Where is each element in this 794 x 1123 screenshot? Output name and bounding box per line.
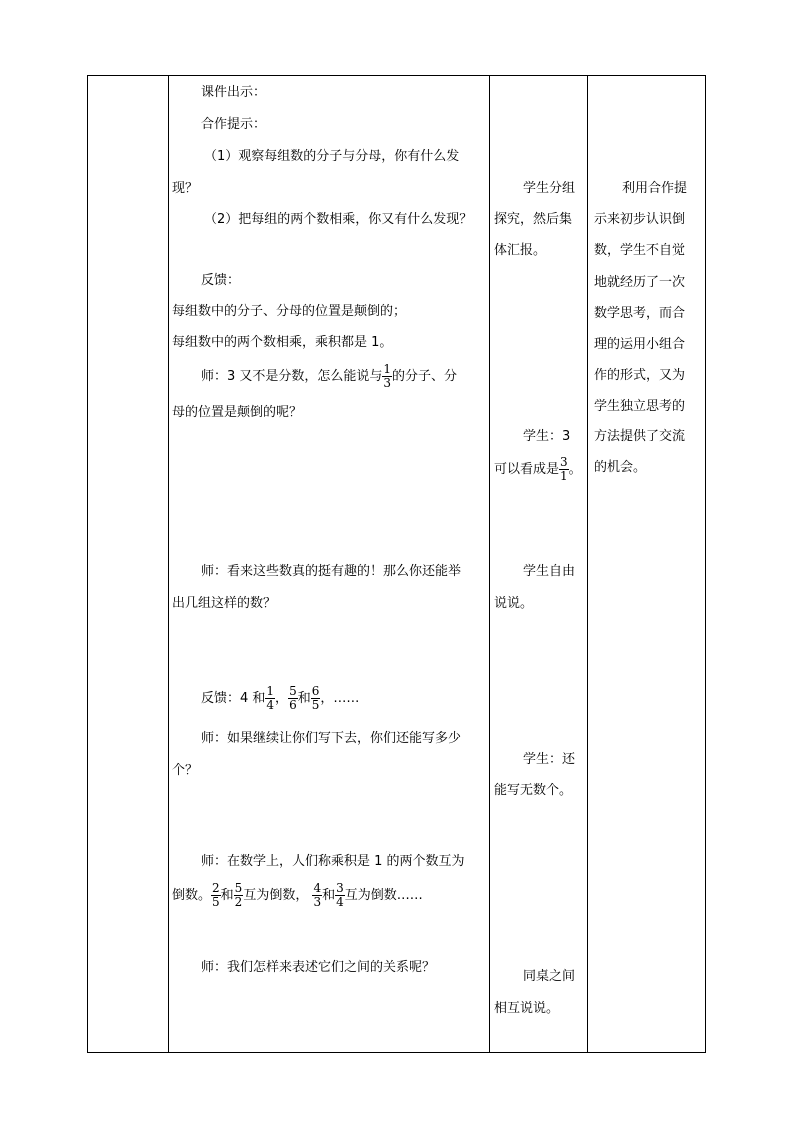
coop-item-1: （1）观察每组数的分子与分母，你有什么发 xyxy=(204,149,460,164)
feedback-line-2: 每组数中的两个数相乘，乘积都是 1。 xyxy=(172,335,393,350)
denominator: 2 xyxy=(234,895,243,909)
design-line-9: 方法提供了交流 xyxy=(594,429,686,444)
numerator: 5 xyxy=(289,684,297,698)
denominator: 3 xyxy=(383,376,392,390)
student-response-3: 学生：还 xyxy=(523,752,576,767)
design-line-8: 学生独立思考的 xyxy=(594,399,686,414)
question-text: 的分子、分 xyxy=(392,369,458,384)
student-activity-1: 学生分组 xyxy=(523,181,576,196)
feedback-line-1: 每组数中的分子、分母的位置是颠倒的； xyxy=(172,304,407,319)
numerator: 1 xyxy=(266,684,275,698)
coop-item-2: （2）把每组的两个数相乘，你又有什么发现？ xyxy=(204,212,473,227)
definition-text: 互为倒数…… xyxy=(344,888,423,903)
design-line-6: 理的运用小组合 xyxy=(594,337,686,352)
and-text: 和 xyxy=(322,888,336,903)
fraction xyxy=(382,363,392,390)
numerator: 4 xyxy=(313,881,322,895)
column-divider xyxy=(168,76,169,1052)
and-text: 和 xyxy=(297,691,311,706)
design-line-1: 利用合作提 xyxy=(622,181,688,196)
courseware-label: 课件出示： xyxy=(201,85,267,100)
numerator: 6 xyxy=(311,684,320,698)
teacher-question-2: 师：看来这些数真的挺有趣的！那么你还能举 xyxy=(201,564,462,579)
teacher-question-4: 师：我们怎样来表述它们之间的关系呢？ xyxy=(201,960,436,975)
student-response-2: 学生自由 xyxy=(523,564,576,579)
fraction xyxy=(288,685,298,712)
teacher-question-3-cont: 个？ xyxy=(172,763,199,778)
separator: ， xyxy=(275,691,289,706)
student-response-4-cont: 相互说说。 xyxy=(494,1001,560,1016)
design-line-3: 数，学生不自觉 xyxy=(594,243,686,258)
design-line-4: 地就经历了一次 xyxy=(594,275,686,290)
student-activity-1-cont: 探究，然后集 xyxy=(494,212,573,227)
response-text: 可以看成是 xyxy=(494,462,560,477)
fraction xyxy=(211,882,221,909)
student-response-1: 学生：3 xyxy=(523,429,571,444)
fraction xyxy=(265,685,275,712)
feedback-title: 反馈： xyxy=(201,273,241,288)
denominator: 4 xyxy=(336,895,344,909)
definition-line-2 xyxy=(172,879,423,913)
denominator: 6 xyxy=(289,698,297,712)
numerator: 2 xyxy=(212,881,220,895)
design-line-10: 的机会。 xyxy=(594,460,647,475)
fraction xyxy=(312,882,322,909)
and-text: 和 xyxy=(220,888,234,903)
denominator: 5 xyxy=(212,895,220,909)
design-line-7: 作的形式，又为 xyxy=(594,368,686,383)
ellipsis-text: ，…… xyxy=(320,691,360,706)
student-response-4: 同桌之间 xyxy=(523,969,576,984)
denominator: 1 xyxy=(560,469,568,483)
design-line-5: 数学思考，而合 xyxy=(594,306,686,321)
response-text: 。 xyxy=(568,462,582,477)
numerator: 3 xyxy=(560,455,568,469)
denominator: 4 xyxy=(266,698,275,712)
fraction xyxy=(559,456,569,483)
column-divider xyxy=(587,76,588,1052)
denominator: 5 xyxy=(311,698,320,712)
fraction xyxy=(234,882,244,909)
teacher-question-1-cont: 母的位置是颠倒的呢？ xyxy=(172,405,303,420)
teacher-question-3: 师：如果继续让你们写下去，你们还能写多少 xyxy=(201,731,462,746)
coop-item-1-cont: 现？ xyxy=(172,181,199,196)
definition-text: 互为倒数， xyxy=(243,888,309,903)
denominator: 3 xyxy=(313,895,322,909)
coop-title: 合作提示： xyxy=(201,117,267,132)
teacher-question-1 xyxy=(201,360,457,394)
column-divider xyxy=(489,76,490,1052)
feedback-text: 反馈：4 和 xyxy=(201,691,266,706)
definition-line-1: 师：在数学上，人们称乘积是 1 的两个数互为 xyxy=(201,854,465,869)
numerator: 1 xyxy=(383,362,392,376)
numerator: 3 xyxy=(336,881,344,895)
fraction xyxy=(311,685,321,712)
student-response-3-cont: 能写无数个。 xyxy=(494,783,573,798)
student-activity-1-cont: 体汇报。 xyxy=(494,243,547,258)
student-response-2-cont: 说说。 xyxy=(494,596,534,611)
design-line-2: 示来初步认识倒 xyxy=(594,212,686,227)
student-response-1-cont xyxy=(494,453,582,487)
definition-text: 倒数。 xyxy=(172,888,212,903)
fraction xyxy=(335,882,345,909)
question-text: 师：3 又不是分数，怎么能说与 xyxy=(201,369,383,384)
numerator: 5 xyxy=(234,881,243,895)
feedback-examples xyxy=(201,682,359,716)
teacher-question-2-cont: 出几组这样的数？ xyxy=(172,596,277,611)
